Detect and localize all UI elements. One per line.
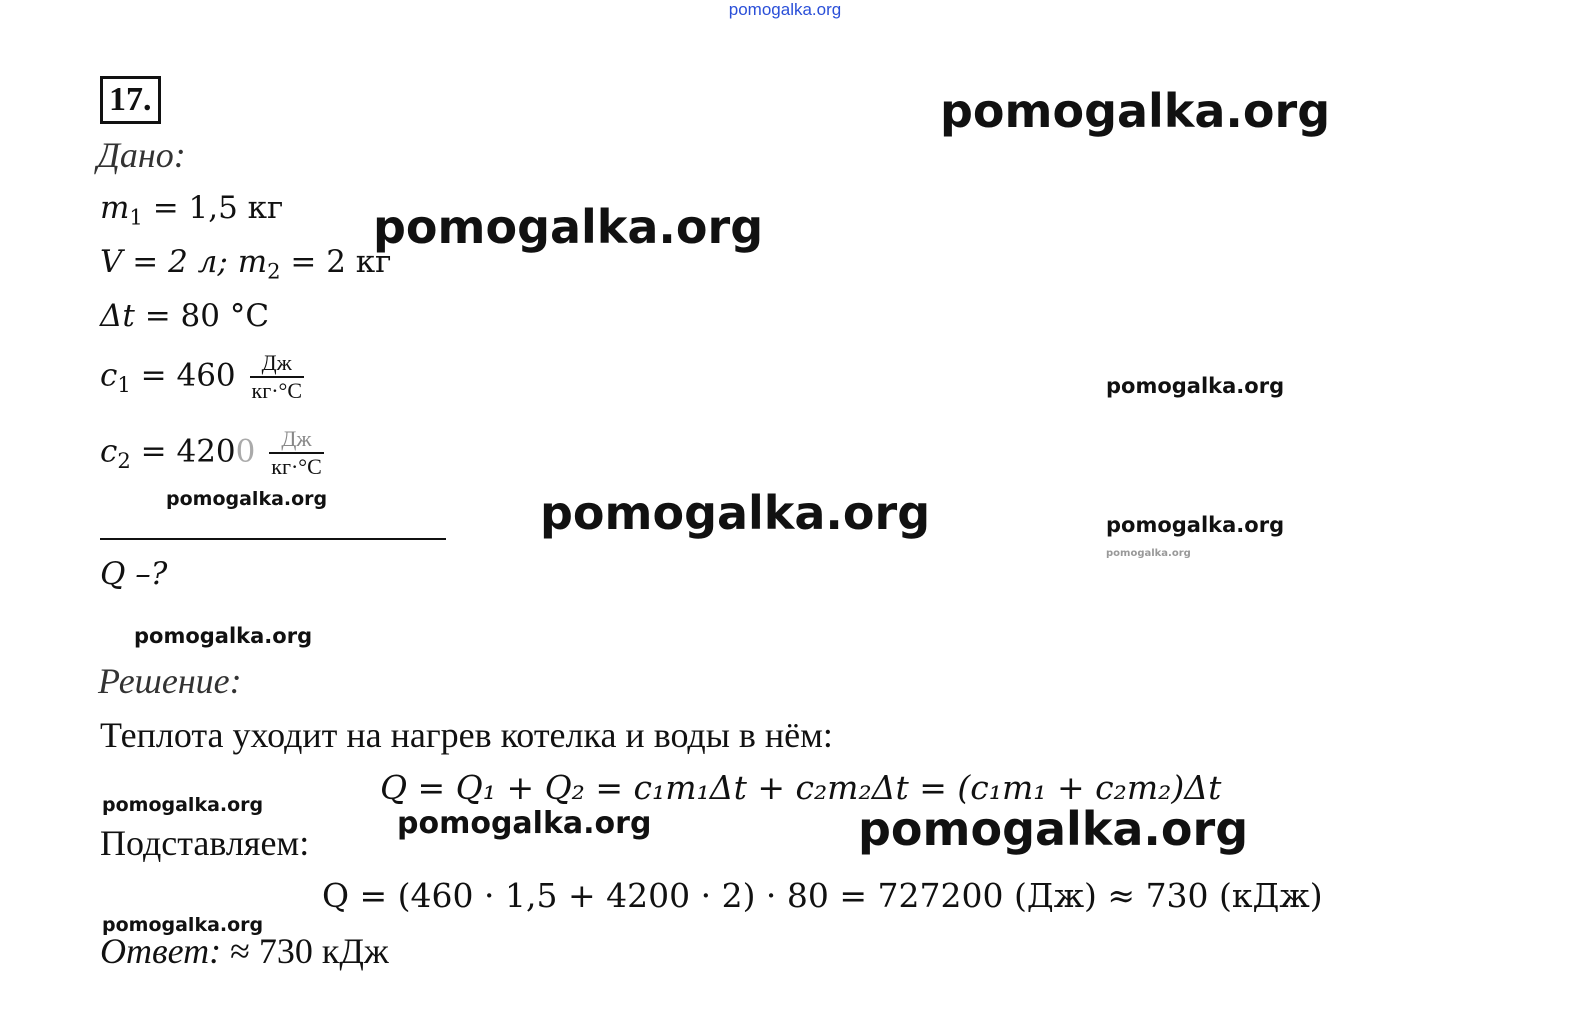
delta-t-symbol: Δt bbox=[100, 298, 135, 334]
m1-value: = 1,5 кг bbox=[152, 190, 284, 226]
watermark-text: pomogalka.org bbox=[940, 84, 1331, 138]
c1-value: = 460 bbox=[140, 357, 236, 394]
formula-numeric: Q = (460 · 1,5 + 4200 · 2) · 80 = 727200 (Дж) ≈ 730 (кДж) bbox=[322, 876, 1323, 915]
watermark-text: pomogalka.org bbox=[102, 794, 264, 816]
problem-number: 17. bbox=[100, 76, 161, 124]
answer-label: Ответ: bbox=[100, 931, 222, 971]
watermark-text: pomogalka.org bbox=[858, 802, 1249, 856]
c2-unit-numerator: Дж bbox=[269, 426, 324, 454]
c2-value-faded-digit: 0 bbox=[235, 433, 256, 470]
watermark-text: pomogalka.org bbox=[397, 806, 652, 841]
solution-heading: Решение: bbox=[98, 661, 242, 701]
c2-unit-denominator: кг·°C bbox=[271, 454, 322, 479]
given-m1 bbox=[100, 190, 283, 230]
find-text: Q –? bbox=[100, 556, 168, 592]
m1-symbol: m bbox=[100, 190, 130, 226]
c1-subscript: 1 bbox=[117, 372, 131, 398]
answer-value: ≈ 730 кДж bbox=[221, 931, 389, 971]
given-separator-line bbox=[100, 538, 446, 540]
given-volume-m2 bbox=[100, 244, 391, 284]
c1-unit-fraction bbox=[250, 350, 305, 404]
given-delta-t bbox=[100, 298, 269, 334]
find-quantity bbox=[100, 556, 167, 592]
m2-value: = 2 кг bbox=[290, 244, 392, 280]
c1-symbol: c bbox=[100, 357, 118, 394]
m2-symbol: m bbox=[237, 244, 268, 280]
c2-value: = 420 bbox=[140, 433, 236, 470]
top-watermark-link[interactable]: pomogalka.org bbox=[728, 0, 842, 19]
solution-text-substitute: Подставляем: bbox=[100, 823, 310, 863]
given-heading: Дано: bbox=[97, 135, 186, 175]
watermark-text: pomogalka.org bbox=[102, 914, 264, 936]
c2-subscript: 2 bbox=[117, 448, 131, 474]
watermark-speck: pomogalka.org bbox=[1106, 548, 1191, 559]
m1-subscript: 1 bbox=[129, 204, 143, 230]
given-c2 bbox=[100, 426, 324, 480]
watermark-text: pomogalka.org bbox=[166, 488, 328, 510]
watermark-text: pomogalka.org bbox=[1106, 513, 1285, 537]
formula-heat-sum: Q = Q₁ + Q₂ = c₁m₁Δt + c₂m₂Δt = (c₁m₁ + c₂m₂)Δt bbox=[380, 768, 1222, 807]
answer-line bbox=[100, 930, 389, 972]
watermark-text: pomogalka.org bbox=[1106, 374, 1285, 398]
c1-unit-denominator: кг·°C bbox=[251, 378, 303, 403]
c2-unit-fraction bbox=[269, 426, 324, 480]
c2-symbol: c bbox=[100, 433, 118, 470]
c1-unit-numerator: Дж bbox=[250, 350, 305, 378]
m2-subscript: 2 bbox=[267, 258, 281, 284]
delta-t-value: = 80 °C bbox=[144, 298, 270, 334]
volume-text: V = 2 л; bbox=[100, 244, 238, 280]
solution-text-heat: Теплота уходит на нагрев котелка и воды в нём: bbox=[100, 715, 833, 755]
given-c1 bbox=[100, 350, 304, 404]
watermark-text: pomogalka.org bbox=[134, 624, 313, 648]
watermark-text: pomogalka.org bbox=[373, 200, 764, 254]
watermark-text: pomogalka.org bbox=[540, 486, 931, 540]
